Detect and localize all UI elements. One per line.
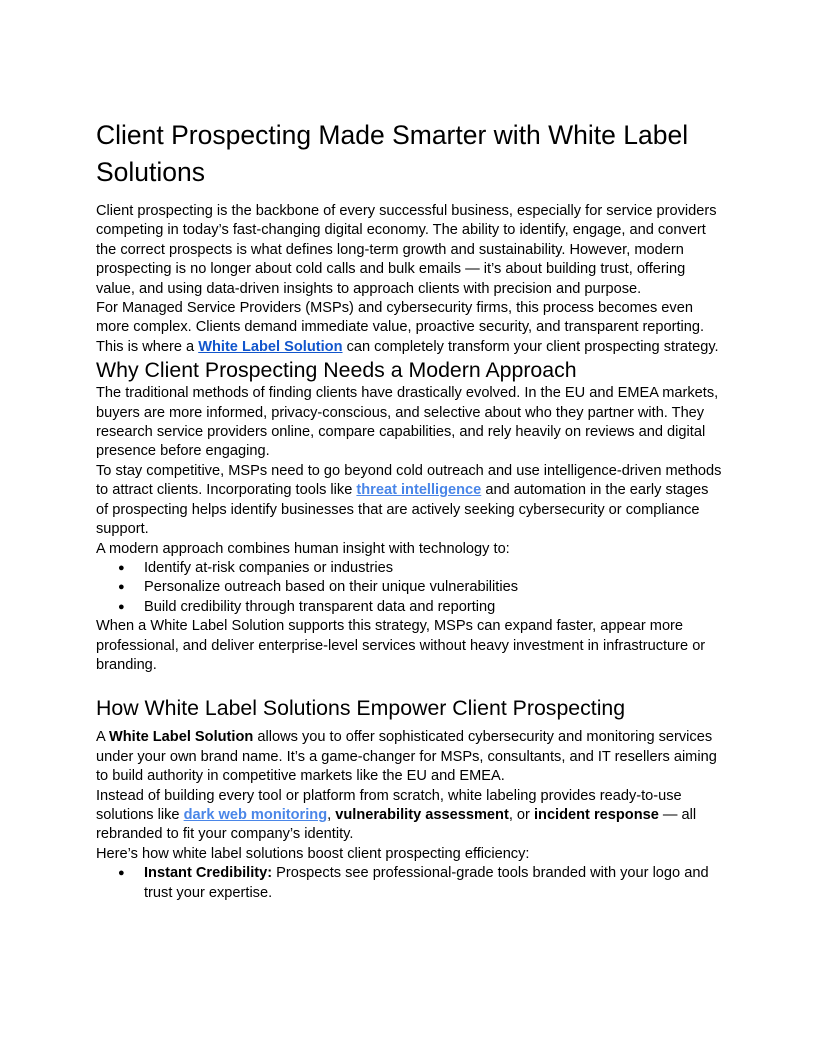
section2-p2-before: Instead of building every tool or platform from scratch, white labeling provides ready-to-use solutions like xyxy=(96,787,682,823)
threat-intelligence-link[interactable]: threat intelligence xyxy=(356,482,482,499)
list-item xyxy=(96,559,724,578)
section2-p2-sep1: , xyxy=(327,806,336,823)
section1-p2-before: To stay competitive, MSPs need to go beyond cold outreach and use intelligence-driven methods to attract clients. Incorporating tools like xyxy=(96,462,722,499)
section1-paragraph-2 xyxy=(96,462,724,540)
section2-p1-bold: White Label Solution xyxy=(108,729,254,746)
bullet-icon: ● xyxy=(118,581,125,594)
intro-p3-after: can completely transform your client prospecting strategy. xyxy=(342,338,719,355)
list-item xyxy=(96,598,724,617)
section1-paragraph-4: When a White Label Solution supports this strategy, MSPs can expand faster, appear more professional, and deliver enterprise-level services without heavy investment in infrastructure or branding. xyxy=(96,618,706,673)
section2-paragraph-2 xyxy=(96,787,724,845)
section1-paragraph-1: The traditional methods of finding clients have drastically evolved. In the EU and EMEA markets, buyers are more informed, privacy-conscious, and selective about who they partner with. They research service providers online, compare capabilities, and rely heavily on reviews and digital presence before engaging. xyxy=(96,385,719,460)
document-title: Client Prospecting Made Smarter with White Label Solutions xyxy=(96,120,689,187)
section2-paragraph-3: Here’s how white label solutions boost client prospecting efficiency: xyxy=(96,845,530,862)
section1-bullet-list xyxy=(96,559,724,617)
list-item xyxy=(96,578,724,597)
section2-p1-rest: allows you to offer sophisticated cybersecurity and monitoring services under your own brand name. It’s a game-changer for MSPs, consultants, and IT resellers aiming to build authority in competitive markets like the EU and EMEA. xyxy=(96,729,717,785)
bullet-icon: ● xyxy=(118,867,125,880)
section1-paragraph-3: A modern approach combines human insight with technology to: xyxy=(96,540,510,557)
vulnerability-assessment-text: vulnerability assessment xyxy=(335,806,509,823)
list-item xyxy=(96,864,724,903)
bullet-icon: ● xyxy=(118,561,125,574)
section2-p2-sep2: , or xyxy=(508,806,534,823)
section2-paragraph-1 xyxy=(96,728,724,786)
list-item-text: Prospects see professional-grade tools branded with your logo and trust your expertise. xyxy=(144,865,709,901)
section-heading-empower-prospecting: How White Label Solutions Empower Client Prospecting xyxy=(96,696,626,721)
section1-p2-after: and automation in the early stages of prospecting helps identify businesses that are actively seeking cybersecurity or compliance support. xyxy=(96,482,709,538)
intro-paragraph-1: Client prospecting is the backbone of every successful business, especially for service providers competing in today’s fast-changing digital economy. The ability to identify, engage, and convert the correct prospects is what defines long-term growth and sustainability. However, modern prospecting is no longer about cold calls and bulk emails — it’s about building trust, offering value, and using data-driven insights to approach clients with precision and purpose. xyxy=(96,203,717,297)
section2-bullet-list xyxy=(96,864,724,903)
list-item-bold: Instant Credibility: xyxy=(144,865,273,882)
list-item-text: Identify at-risk companies or industries xyxy=(144,559,394,576)
list-item-text: Personalize outreach based on their unique vulnerabilities xyxy=(144,579,519,596)
dark-web-monitoring-link[interactable]: dark web monitoring xyxy=(183,806,328,823)
bullet-icon: ● xyxy=(118,600,125,613)
section-heading-modern-approach: Why Client Prospecting Needs a Modern Approach xyxy=(96,358,577,383)
white-label-solution-link[interactable]: White Label Solution xyxy=(198,338,343,355)
incident-response-text: incident response xyxy=(533,806,659,823)
section2-p2-after: — all rebranded to fit your company’s identity. xyxy=(96,806,697,843)
document-page xyxy=(96,117,724,903)
list-item-text: Build credibility through transparent data and reporting xyxy=(144,598,496,615)
intro-p3-before: This is where a xyxy=(96,338,199,355)
intro-paragraph-3 xyxy=(96,338,724,357)
section2-p1-prefix: A xyxy=(96,729,109,746)
intro-paragraph-2: For Managed Service Providers (MSPs) and cybersecurity firms, this process becomes even more complex. Clients demand immediate value, proactive security, and transparent reporting. xyxy=(96,300,705,336)
